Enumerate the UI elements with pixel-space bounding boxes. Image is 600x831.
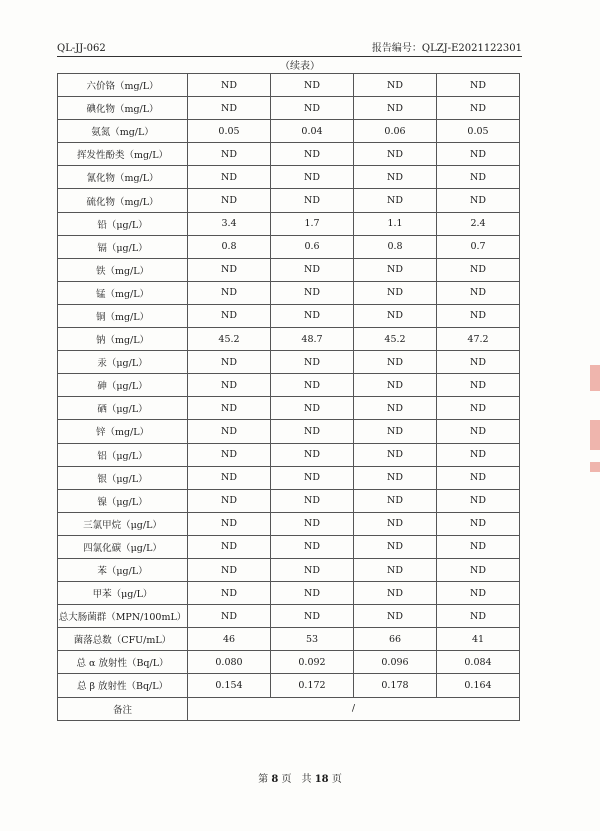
result-cell: 0.080 [188, 651, 271, 674]
result-cell: ND [188, 189, 271, 212]
result-cell: ND [354, 489, 437, 512]
result-cell: ND [188, 143, 271, 166]
table-row [58, 558, 520, 581]
result-cell: 0.084 [437, 651, 520, 674]
table-row [58, 443, 520, 466]
result-cell: 45.2 [354, 328, 437, 351]
item-name-cell: 银（μg/L） [58, 466, 188, 489]
result-cell: ND [437, 558, 520, 581]
result-cell: 2.4 [437, 212, 520, 235]
table-row [58, 120, 520, 143]
result-cell: ND [354, 281, 437, 304]
result-cell: ND [188, 397, 271, 420]
result-cell: ND [437, 304, 520, 327]
result-cell: 0.8 [188, 235, 271, 258]
result-cell: ND [271, 281, 354, 304]
result-cell: ND [271, 582, 354, 605]
report-number-value: QLZJ-E2021122301 [421, 43, 522, 54]
page-footer [0, 770, 600, 785]
result-cell: ND [354, 97, 437, 120]
continued-label: （续表） [280, 61, 320, 72]
result-cell: ND [271, 258, 354, 281]
result-cell: ND [354, 512, 437, 535]
result-cell: ND [437, 582, 520, 605]
result-cell: ND [271, 558, 354, 581]
result-cell: ND [188, 466, 271, 489]
result-cell: ND [188, 281, 271, 304]
table-row [58, 97, 520, 120]
report-number [372, 39, 522, 54]
result-cell: 1.1 [354, 212, 437, 235]
table-row [58, 374, 520, 397]
result-cell: ND [271, 420, 354, 443]
result-cell: ND [354, 535, 437, 558]
result-cell: ND [437, 443, 520, 466]
result-cell: ND [188, 582, 271, 605]
item-name-cell: 锌（mg/L） [58, 420, 188, 443]
result-cell: 0.172 [271, 674, 354, 697]
item-name-cell: 铁（mg/L） [58, 258, 188, 281]
item-name-cell: 总 α 放射性（Bq/L） [58, 651, 188, 674]
table-row [58, 166, 520, 189]
result-cell: 0.092 [271, 651, 354, 674]
result-cell: ND [354, 166, 437, 189]
result-cell: ND [271, 74, 354, 97]
result-cell: 0.05 [188, 120, 271, 143]
results-table [57, 73, 520, 721]
result-cell: ND [188, 535, 271, 558]
result-cell: ND [437, 258, 520, 281]
result-cell: ND [188, 74, 271, 97]
result-cell: ND [437, 74, 520, 97]
item-name-cell: 三氯甲烷（μg/L） [58, 512, 188, 535]
table-row [58, 74, 520, 97]
table-row [58, 258, 520, 281]
result-cell: ND [354, 605, 437, 628]
result-cell: ND [437, 512, 520, 535]
result-cell: 0.096 [354, 651, 437, 674]
item-name-cell: 四氯化碳（μg/L） [58, 535, 188, 558]
result-cell: 0.164 [437, 674, 520, 697]
item-name-cell: 菌落总数（CFU/mL） [58, 628, 188, 651]
result-cell: ND [437, 397, 520, 420]
result-cell: 3.4 [188, 212, 271, 235]
result-cell: 0.05 [437, 120, 520, 143]
item-name-cell: 甲苯（μg/L） [58, 582, 188, 605]
remarks-row [58, 697, 520, 720]
result-cell: ND [188, 512, 271, 535]
result-cell: ND [437, 189, 520, 212]
result-cell: ND [437, 535, 520, 558]
result-cell: ND [354, 374, 437, 397]
result-cell: ND [271, 489, 354, 512]
result-cell: 53 [271, 628, 354, 651]
result-cell: 0.6 [271, 235, 354, 258]
result-cell: ND [188, 443, 271, 466]
item-name-cell: 碘化物（mg/L） [58, 97, 188, 120]
table-row [58, 535, 520, 558]
result-cell: ND [354, 420, 437, 443]
table-row [58, 466, 520, 489]
result-cell: ND [437, 166, 520, 189]
table-row [58, 143, 520, 166]
table-row [58, 651, 520, 674]
item-name-cell: 总大肠菌群（MPN/100mL） [58, 605, 188, 628]
result-cell: ND [354, 443, 437, 466]
stamp-edge-mark [590, 365, 600, 391]
result-cell: 0.178 [354, 674, 437, 697]
item-name-cell: 硫化物（mg/L） [58, 189, 188, 212]
result-cell: ND [437, 143, 520, 166]
item-name-cell: 氨氮（mg/L） [58, 120, 188, 143]
item-name-cell: 铝（μg/L） [58, 443, 188, 466]
table-row [58, 189, 520, 212]
result-cell: 0.04 [271, 120, 354, 143]
result-cell: ND [437, 351, 520, 374]
report-number-label: 报告编号： [371, 43, 422, 54]
result-cell: ND [188, 97, 271, 120]
item-name-cell: 硒（μg/L） [58, 397, 188, 420]
table-row [58, 235, 520, 258]
result-cell: ND [354, 582, 437, 605]
table-row [58, 304, 520, 327]
result-cell: ND [354, 258, 437, 281]
result-cell: ND [354, 397, 437, 420]
item-name-cell: 总 β 放射性（Bq/L） [58, 674, 188, 697]
result-cell: ND [354, 189, 437, 212]
result-cell: ND [188, 374, 271, 397]
result-cell: ND [354, 74, 437, 97]
item-name-cell: 锰（mg/L） [58, 281, 188, 304]
result-cell: ND [437, 281, 520, 304]
table-row [58, 397, 520, 420]
page-total: 18 [314, 774, 329, 785]
result-cell: 45.2 [188, 328, 271, 351]
result-cell: ND [271, 535, 354, 558]
results-table-body [58, 74, 520, 721]
result-cell: ND [271, 512, 354, 535]
doc-code: QL-JJ-062 [57, 43, 106, 54]
table-row [58, 281, 520, 304]
result-cell: 48.7 [271, 328, 354, 351]
item-name-cell: 六价铬（mg/L） [58, 74, 188, 97]
result-cell: ND [354, 143, 437, 166]
item-name-cell: 铅（μg/L） [58, 212, 188, 235]
table-row [58, 582, 520, 605]
result-cell: 0.7 [437, 235, 520, 258]
stamp-edge-mark [590, 420, 600, 450]
item-name-cell: 镍（μg/L） [58, 489, 188, 512]
table-row [58, 420, 520, 443]
table-row [58, 674, 520, 697]
page-prefix: 第 [258, 774, 269, 785]
page-header [57, 39, 522, 57]
item-name-cell: 挥发性酚类（mg/L） [58, 143, 188, 166]
result-cell: ND [437, 420, 520, 443]
item-name-cell: 铜（mg/L） [58, 304, 188, 327]
result-cell: 46 [188, 628, 271, 651]
item-name-cell: 镉（μg/L） [58, 235, 188, 258]
table-row [58, 328, 520, 351]
result-cell: ND [271, 166, 354, 189]
page-suffix: 页 [331, 774, 342, 785]
table-row [58, 605, 520, 628]
result-cell: ND [271, 374, 354, 397]
page-current: 8 [271, 774, 279, 785]
item-name-cell: 苯（μg/L） [58, 558, 188, 581]
result-cell: ND [437, 97, 520, 120]
result-cell: ND [437, 374, 520, 397]
result-cell: ND [271, 466, 354, 489]
result-cell: ND [188, 351, 271, 374]
item-name-cell: 汞（μg/L） [58, 351, 188, 374]
result-cell: ND [188, 489, 271, 512]
result-cell: 41 [437, 628, 520, 651]
result-cell: 66 [354, 628, 437, 651]
result-cell: ND [271, 443, 354, 466]
result-cell: ND [354, 558, 437, 581]
result-cell: 0.8 [354, 235, 437, 258]
result-cell: 0.06 [354, 120, 437, 143]
remarks-label: 备注 [58, 697, 188, 720]
result-cell: ND [271, 143, 354, 166]
result-cell: ND [354, 351, 437, 374]
result-cell: ND [271, 397, 354, 420]
stamp-edge-mark [590, 462, 600, 472]
result-cell: ND [271, 605, 354, 628]
table-row [58, 489, 520, 512]
result-cell: 1.7 [271, 212, 354, 235]
item-name-cell: 氰化物（mg/L） [58, 166, 188, 189]
table-row [58, 212, 520, 235]
result-cell: ND [188, 420, 271, 443]
result-cell: ND [437, 489, 520, 512]
result-cell: ND [437, 466, 520, 489]
result-cell: ND [188, 558, 271, 581]
page-mid: 页 共 [281, 774, 312, 785]
result-cell: ND [188, 605, 271, 628]
result-cell: 0.154 [188, 674, 271, 697]
item-name-cell: 砷（μg/L） [58, 374, 188, 397]
result-cell: ND [271, 351, 354, 374]
remarks-value: / [188, 697, 520, 720]
result-cell: 47.2 [437, 328, 520, 351]
result-cell: ND [354, 466, 437, 489]
result-cell: ND [437, 605, 520, 628]
table-row [58, 628, 520, 651]
result-cell: ND [271, 304, 354, 327]
result-cell: ND [188, 258, 271, 281]
item-name-cell: 钠（mg/L） [58, 328, 188, 351]
result-cell: ND [271, 97, 354, 120]
result-cell: ND [271, 189, 354, 212]
table-row [58, 512, 520, 535]
result-cell: ND [354, 304, 437, 327]
result-cell: ND [188, 304, 271, 327]
result-cell: ND [188, 166, 271, 189]
table-row [58, 351, 520, 374]
